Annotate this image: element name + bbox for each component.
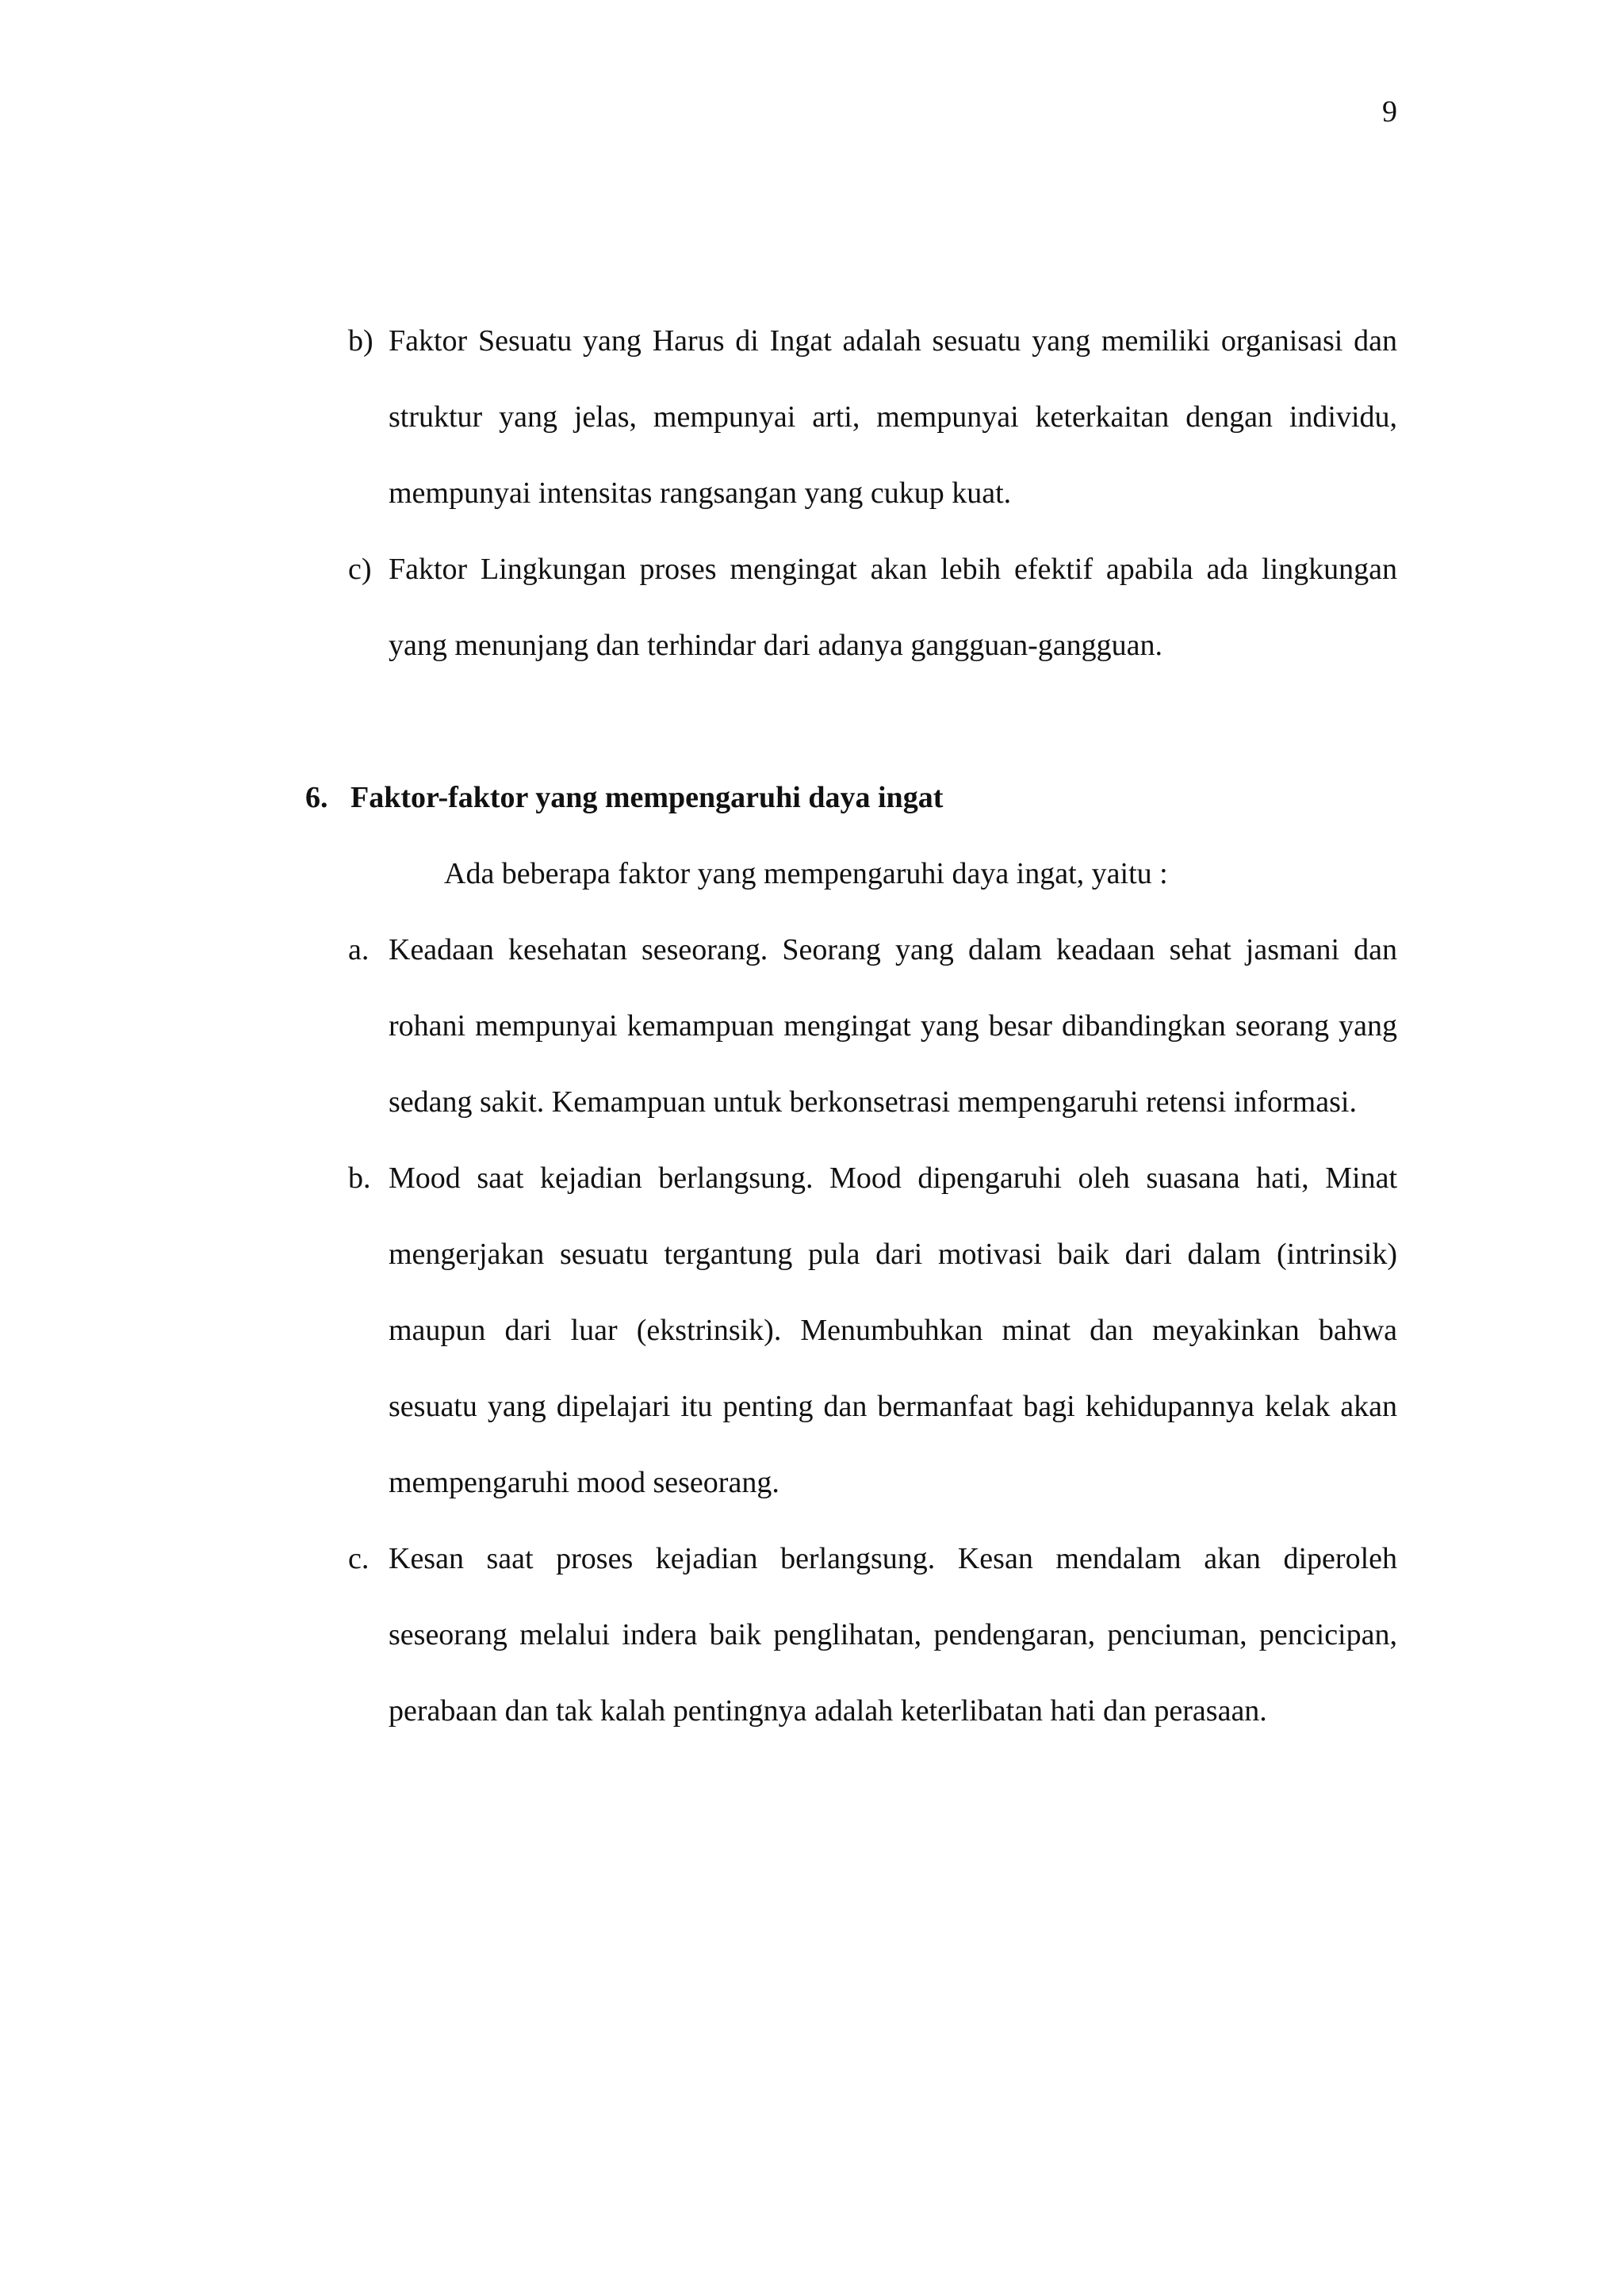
section-heading	[305, 760, 1397, 836]
list-item-c-environment	[305, 531, 1397, 683]
page-number: 9	[1382, 95, 1397, 128]
list-item-text: Mood saat kejadian berlangsung. Mood dipengaruhi oleh suasana hati, Minat mengerjakan sesuatu tergantung pula dari motivasi baik dari dalam (intrinsik) maupun dari luar (ekstrinsik). Menumbuhkan minat dan meyakinkan bahwa sesuatu yang dipelajari itu penting dan bermanfaat bagi kehidupannya kelak akan mempengaruhi mood seseorang.	[389, 1161, 1397, 1499]
list-item-c-impression	[305, 1521, 1397, 1749]
list-item-text: Faktor Lingkungan proses mengingat akan lebih efektif apabila ada lingkungan yang menunjang dan terhindar dari adanya gangguan-gangguan.	[389, 553, 1397, 662]
list-marker: b)	[348, 324, 373, 358]
section-title: Faktor-faktor yang mempengaruhi daya ingat	[350, 781, 944, 814]
list-item-b-mood	[305, 1140, 1397, 1521]
section-number: 6.	[305, 781, 328, 814]
document-body	[305, 303, 1397, 1749]
list-item-a-health	[305, 912, 1397, 1140]
list-marker: c.	[348, 1542, 370, 1575]
list-marker: a.	[348, 933, 370, 966]
list-item-b-memory-object	[305, 303, 1397, 531]
list-item-text: Keadaan kesehatan seseorang. Seorang yang dalam keadaan sehat jasmani dan rohani mempunyai kemampuan mengingat yang besar dibandingkan seorang yang sedang sakit. Kemampuan untuk berkonsetrasi mempengaruhi retensi informasi.	[389, 933, 1397, 1119]
list-marker: c)	[348, 553, 372, 586]
section-intro: Ada beberapa faktor yang mempengaruhi daya ingat, yaitu :	[444, 857, 1168, 890]
list-item-text: Kesan saat proses kejadian berlangsung. Kesan mendalam akan diperoleh seseorang melalui indera baik penglihatan, pendengaran, penciuman, pencicipan, perabaan dan tak kalah pentingnya adalah keterlibatan hati dan perasaan.	[389, 1542, 1397, 1728]
list-marker: b.	[348, 1161, 371, 1195]
list-item-text: Faktor Sesuatu yang Harus di Ingat adalah sesuatu yang memiliki organisasi dan struktur yang jelas, mempunyai arti, mempunyai keterkaitan dengan individu, mempunyai intensitas rangsangan yang cukup kuat.	[389, 324, 1397, 510]
